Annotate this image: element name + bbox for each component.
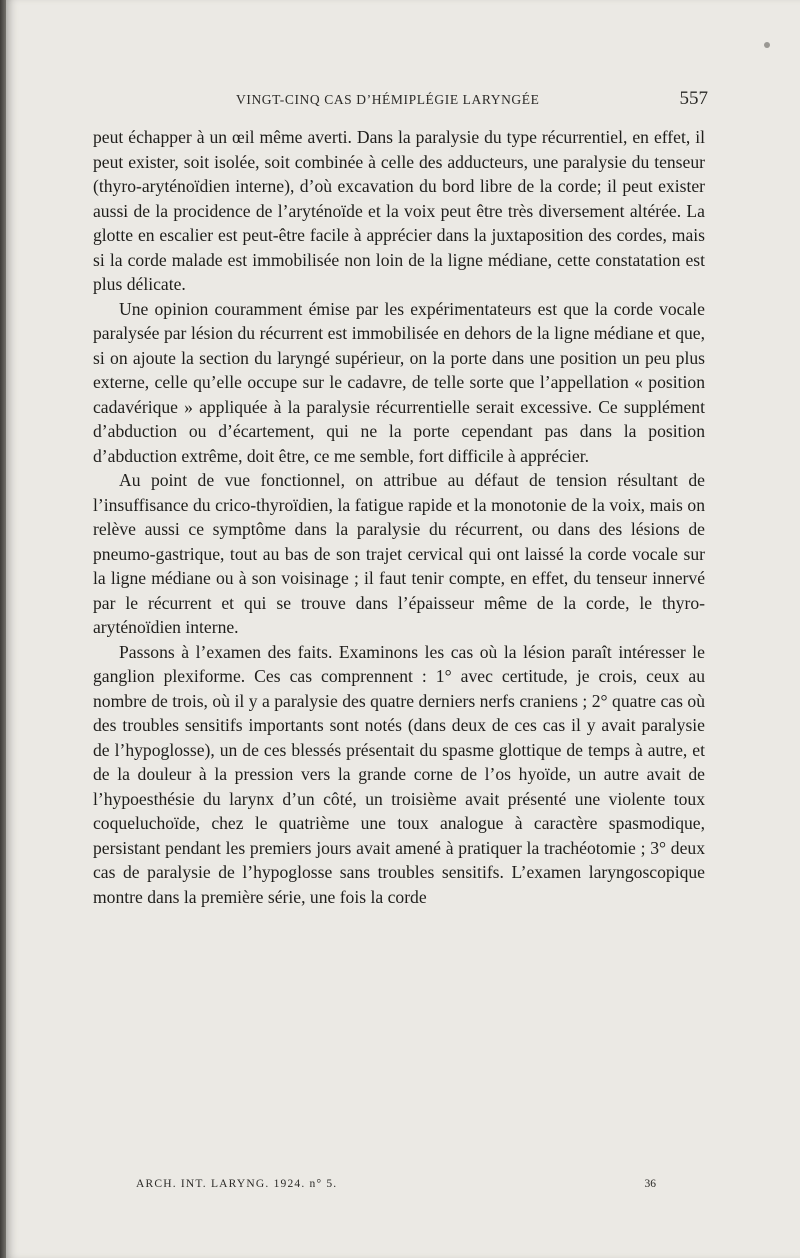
running-header	[86, 90, 708, 114]
body-text	[93, 125, 705, 909]
journal-citation: ARCH. INT. LARYNG. 1924. n° 5.	[136, 1178, 338, 1190]
sheet-number: 36	[644, 1178, 656, 1190]
running-title: VINGT-CINQ CAS D’HÉMIPLÉGIE LARYNGÉE	[236, 92, 540, 107]
paragraph-3: Au point de vue fonctionnel, on attribue au défaut de tension résultant de l’insuffisance du crico-thyroïdien, la fatigue rapide et la monotonie de la voix, mais on relève aussi ce symptôme dans la paralysie du récurrent, ou dans des lésions de pneumo-gastrique, tout au bas de son trajet cervical qui ont laissé la corde vocale sur la ligne médiane ou à son voisinage ; il faut tenir compte, en effet, du tenseur innervé par le récurrent et qui se trouve dans l’épaisseur même de la corde, le thyro-aryténoïdien interne.	[93, 470, 705, 637]
page-footer	[136, 1178, 656, 1198]
paragraph-1: peut échapper à un œil même averti. Dans la paralysie du type récurrentiel, en effet, il peut exister, soit isolée, soit combinée à celle des adducteurs, une paralysie du tenseur (thyro-aryténoïdien interne), d’où excavation du bord libre de la corde; il peut exister aussi de la procidence de l’aryténoïde et la voix peut être très diversement altérée. La glotte en escalier est peut-être facile à apprécier dans la juxtaposition des cordes, mais si la corde malade est immobilisée non loin de la ligne médiane, cette constatation est plus délicate.	[93, 127, 705, 294]
paragraph-4: Passons à l’examen des faits. Examinons les cas où la lésion paraît intéresser le ganglion plexiforme. Ces cas comprennent : 1° avec certitude, je crois, ceux au nombre de trois, où il y a paralysie des quatre derniers nerfs craniens ; 2° quatre cas où des troubles sensitifs importants sont notés (dans deux de ces cas il y avait paralysie de l’hypoglosse), un de ces blessés présentait du spasme glottique de temps à autre, et de la douleur à la pression vers la grande corne de l’os hyoïde, un autre avait de l’hypoesthésie du larynx d’un côté, un troisième avait présenté une violente toux coqueluchoïde, chez le quatrième une toux analogue à caractère spasmodique, persistant pendant les premiers jours avait amené à pratiquer la trachéotomie ; 3° deux cas de paralysie de l’hypoglosse sans troubles sensitifs. L’examen laryngoscopique montre dans la première série, une fois la corde	[93, 641, 705, 907]
page-number: 557	[679, 88, 708, 109]
paragraph-2: Une opinion couramment émise par les expérimentateurs est que la corde vocale paralysée par lésion du récurrent est immobilisée en dehors de la ligne médiane et que, si on ajoute la section du laryngé supérieur, on la porte dans une position un peu plus externe, celle qu’elle occupe sur le cadavre, de telle sorte que l’appellation « position cadavérique » appliquée à la paralysie récurrentielle serait excessive. Ce supplément d’abduction ou d’écartement, qui ne la porte cependant pas dans la position d’abduction extrême, doit être, ce me semble, fort difficile à apprécier.	[93, 298, 705, 466]
scanned-page	[6, 0, 800, 1258]
paper-speck	[764, 42, 770, 48]
